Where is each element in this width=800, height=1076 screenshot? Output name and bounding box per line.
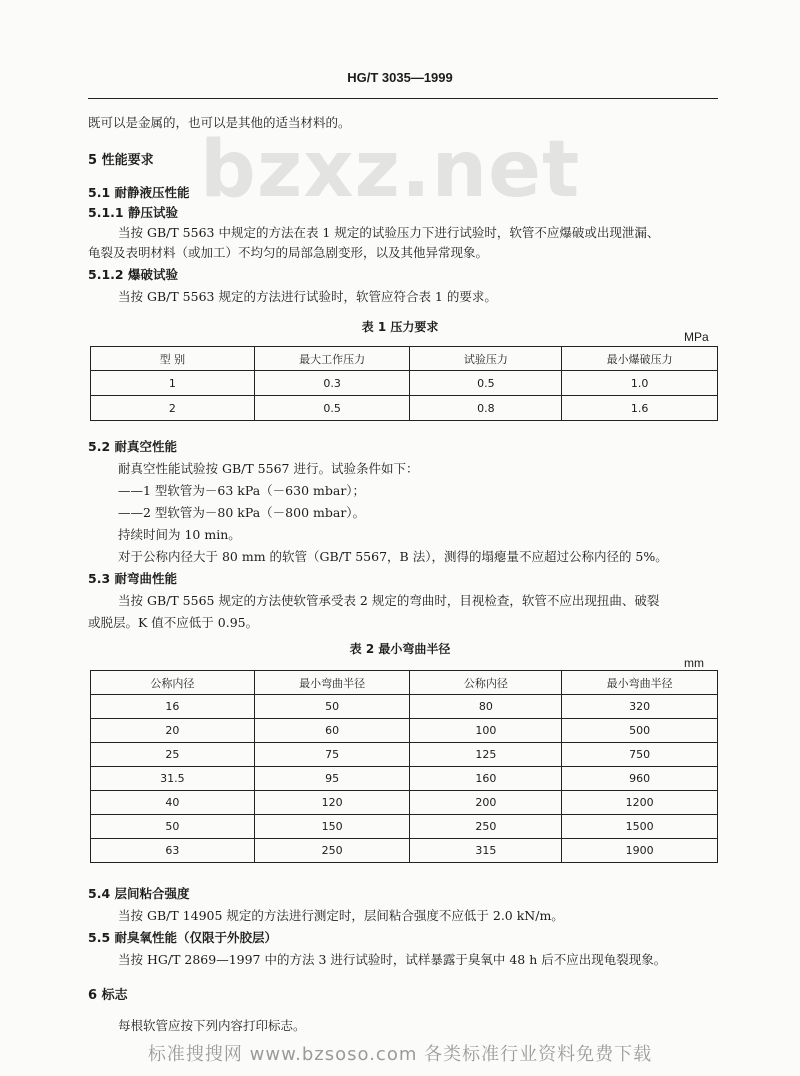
- table-cell: 960: [562, 767, 718, 791]
- table-cell: 31.5: [91, 767, 255, 791]
- para-5-3-line2: 或脱层。K 值不应低于 0.95。: [88, 615, 259, 630]
- table-cell: 100: [410, 719, 562, 743]
- table-cell: 40: [91, 791, 255, 815]
- table-cell: 80: [410, 695, 562, 719]
- para-5-4: 当按 GB/T 14905 规定的方法进行测定时，层间粘合强度不应低于 2.0 kN/m。: [118, 908, 564, 923]
- table1: [90, 346, 718, 421]
- table-row: [91, 767, 718, 791]
- para-5-1-2: 当按 GB/T 5563 规定的方法进行试验时，软管应符合表 1 的要求。: [118, 289, 497, 304]
- table1-header-cell: 型 别: [91, 347, 255, 371]
- table-cell: 1200: [562, 791, 718, 815]
- table-cell: 750: [562, 743, 718, 767]
- watermark: bzxz.net: [200, 125, 581, 215]
- table-cell: 1.6: [562, 396, 718, 421]
- para-5-1-1-line2: 龟裂及表明材料（或加工）不均匀的局部急剧变形，以及其他异常现象。: [88, 245, 489, 260]
- table-cell: 0.3: [254, 371, 410, 396]
- table-row: [91, 839, 718, 863]
- para-5-2-line4: 持续时间为 10 min。: [118, 527, 241, 542]
- table-cell: 2: [91, 396, 255, 421]
- table-cell: 50: [254, 695, 410, 719]
- table2: [90, 670, 718, 863]
- table1-header-row: [91, 347, 718, 371]
- table1-header-cell: 试验压力: [410, 347, 562, 371]
- table-row: [91, 791, 718, 815]
- para-5-2-line2: ——1 型软管为－63 kPa（－630 mbar）；: [118, 483, 366, 498]
- para-5-3-line1: 当按 GB/T 5565 规定的方法使软管承受表 2 规定的弯曲时，目视检查，软管不应出现扭曲、破裂: [118, 593, 660, 608]
- table2-header-cell: 公称内径: [410, 671, 562, 695]
- para-5-2-line3: ——2 型软管为－80 kPa（－800 mbar）。: [118, 505, 366, 520]
- table-cell: 250: [254, 839, 410, 863]
- table-cell: 50: [91, 815, 255, 839]
- table1-unit: MPa: [684, 330, 709, 344]
- table-cell: 500: [562, 719, 718, 743]
- table-row: [91, 396, 718, 421]
- table2-header-cell: 最小弯曲半径: [254, 671, 410, 695]
- table-cell: 1.0: [562, 371, 718, 396]
- section-5-4-heading: 5.4 层间粘合强度: [88, 886, 190, 901]
- table-cell: 63: [91, 839, 255, 863]
- section-5-3-heading: 5.3 耐弯曲性能: [88, 571, 177, 586]
- table-row: [91, 815, 718, 839]
- section-5-1-1-heading: 5.1.1 静压试验: [88, 205, 178, 220]
- table1-caption: 表 1 压力要求: [361, 320, 439, 334]
- table-cell: 125: [410, 743, 562, 767]
- document-header: HG/T 3035—1999: [347, 70, 453, 85]
- table-cell: 75: [254, 743, 410, 767]
- table-row: [91, 695, 718, 719]
- table-cell: 16: [91, 695, 255, 719]
- table-cell: 1: [91, 371, 255, 396]
- table-cell: 25: [91, 743, 255, 767]
- table-cell: 0.5: [254, 396, 410, 421]
- table-cell: 320: [562, 695, 718, 719]
- para-6: 每根软管应按下列内容打印标志。: [118, 1018, 306, 1033]
- section-6-heading: 6 标志: [88, 988, 128, 1003]
- table-row: [91, 743, 718, 767]
- table-cell: 1900: [562, 839, 718, 863]
- para-5-2-line1: 耐真空性能试验按 GB/T 5567 进行。试验条件如下：: [118, 461, 419, 476]
- table-cell: 0.5: [410, 371, 562, 396]
- table-cell: 200: [410, 791, 562, 815]
- table-cell: 120: [254, 791, 410, 815]
- section-5-5-heading: 5.5 耐臭氧性能（仅限于外胶层）: [88, 930, 277, 945]
- section-5-heading: 5 性能要求: [88, 153, 154, 168]
- table-row: [91, 371, 718, 396]
- footer-watermark: 标准搜搜网 www.bzsoso.com 各类标准行业资料免费下载: [147, 1044, 653, 1065]
- table-cell: 95: [254, 767, 410, 791]
- table-cell: 0.8: [410, 396, 562, 421]
- table1-header-cell: 最小爆破压力: [562, 347, 718, 371]
- table2-header-row: [91, 671, 718, 695]
- table2-header-cell: 最小弯曲半径: [562, 671, 718, 695]
- para-5-5: 当按 HG/T 2869—1997 中的方法 3 进行试验时，试样暴露于臭氧中 48 h 后不应出现龟裂现象。: [118, 952, 667, 967]
- table-cell: 60: [254, 719, 410, 743]
- section-5-1-heading: 5.1 耐静液压性能: [88, 185, 190, 200]
- table-cell: 160: [410, 767, 562, 791]
- table2-header-cell: 公称内径: [91, 671, 255, 695]
- table-cell: 250: [410, 815, 562, 839]
- para-5-1-1-line1: 当按 GB/T 5563 中规定的方法在表 1 规定的试验压力下进行试验时，软管不应爆破或出现泄漏、: [118, 225, 660, 240]
- table-cell: 20: [91, 719, 255, 743]
- para-5-2-line5: 对于公称内径大于 80 mm 的软管（GB/T 5567，B 法），测得的塌瘪量不应超过公称内径的 5%。: [118, 549, 668, 564]
- section-5-2-heading: 5.2 耐真空性能: [88, 439, 177, 454]
- table1-header-cell: 最大工作压力: [254, 347, 410, 371]
- section-5-1-2-heading: 5.1.2 爆破试验: [88, 267, 178, 282]
- table2-unit: mm: [684, 656, 704, 670]
- table-cell: 315: [410, 839, 562, 863]
- header-rule: [88, 98, 718, 99]
- table-cell: 1500: [562, 815, 718, 839]
- table-row: [91, 719, 718, 743]
- intro-line: 既可以是金属的，也可以是其他的适当材料的。: [88, 115, 351, 130]
- table2-caption: 表 2 最小弯曲半径: [349, 642, 451, 656]
- table-cell: 150: [254, 815, 410, 839]
